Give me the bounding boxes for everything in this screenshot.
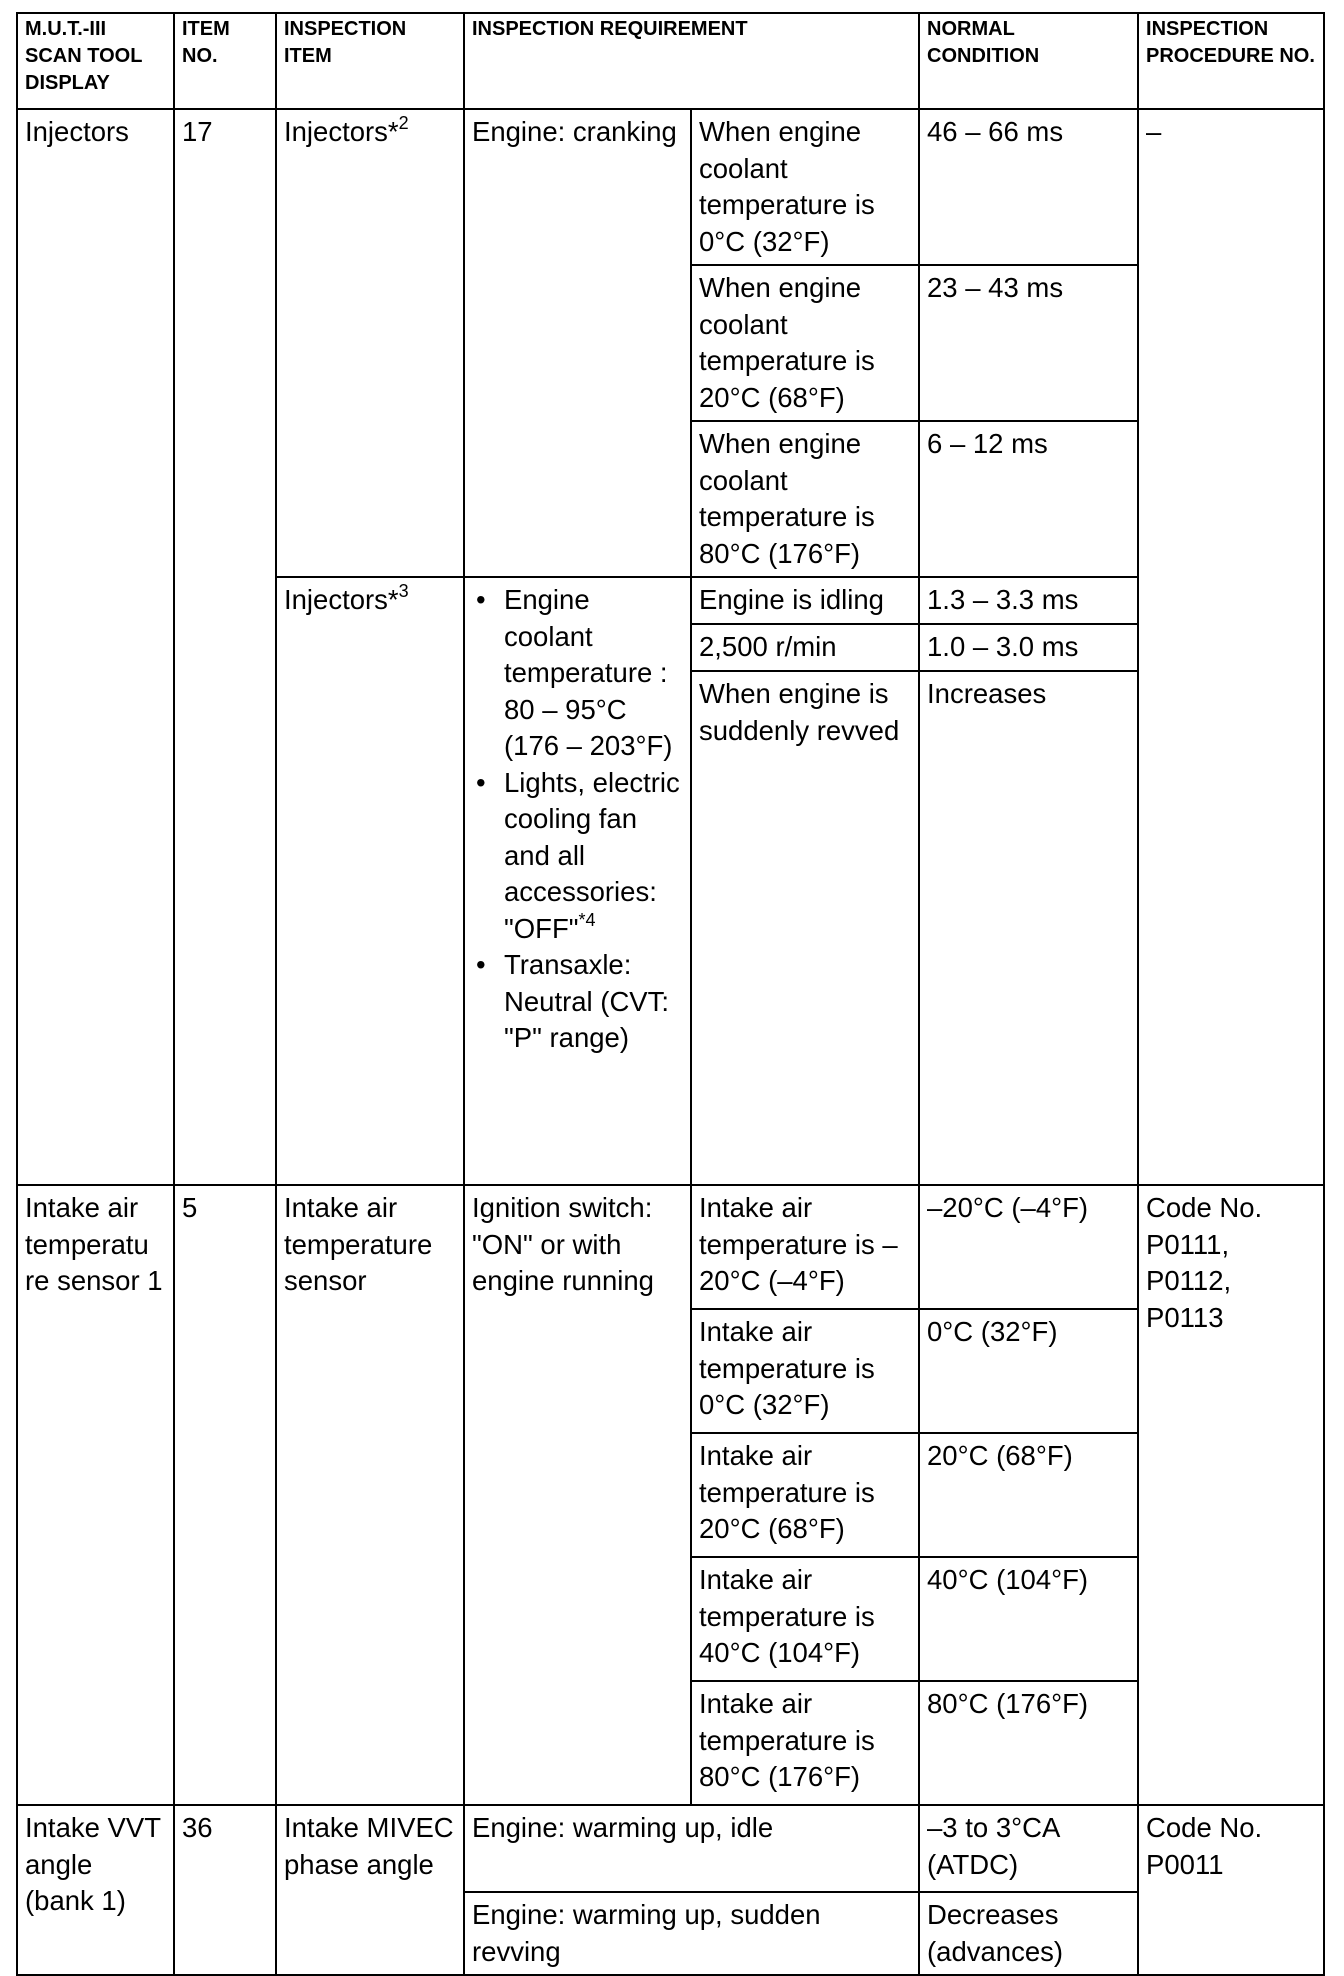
header-row xyxy=(17,13,1324,109)
requirement-bullet-accessories xyxy=(472,765,683,948)
injectors-b-normal-1: 1.3 – 3.3 ms xyxy=(919,577,1138,624)
injectors-a-condition-2: When engine coolant temperature is 20°C (68°F) xyxy=(691,265,919,421)
requirement-accessories-footnote: *4 xyxy=(578,909,596,930)
intake-air-condition-5: Intake air temperature is 80°C (176°F) xyxy=(691,1681,919,1805)
requirement-bullet-list xyxy=(472,582,683,1057)
injectors-a-normal-3: 6 – 12 ms xyxy=(919,421,1138,577)
vvt-item-no: 36 xyxy=(174,1805,276,1975)
injectors-b-condition-2: 2,500 r/min xyxy=(691,624,919,671)
header-inspection-item: INSPECTION ITEM xyxy=(276,13,464,109)
intake-air-condition-1: Intake air temperature is –20°C (–4°F) xyxy=(691,1185,919,1309)
vvt-display: Intake VVT angle (bank 1) xyxy=(17,1805,174,1975)
intake-air-requirement: Ignition switch: "ON" or with engine running xyxy=(464,1185,691,1805)
intake-air-procedure: Code No. P0111, P0112, P0113 xyxy=(1138,1185,1324,1805)
intake-air-condition-4: Intake air temperature is 40°C (104°F) xyxy=(691,1557,919,1681)
header-requirement: INSPECTION REQUIREMENT xyxy=(464,13,919,109)
vvt-procedure: Code No. P0011 xyxy=(1138,1805,1324,1975)
table-row xyxy=(17,109,1324,265)
injectors-item-a-footnote: 2 xyxy=(398,113,409,133)
requirement-accessories-text: Lights, electric cooling fan and all accessories: "OFF" xyxy=(504,766,680,944)
injectors-a-normal-1: 46 – 66 ms xyxy=(919,109,1138,265)
injectors-b-normal-2: 1.0 – 3.0 ms xyxy=(919,624,1138,671)
header-item-no: ITEM NO. xyxy=(174,13,276,109)
injectors-a-condition-3: When engine coolant temperature is 80°C (176°F) xyxy=(691,421,919,577)
intake-air-item-no: 5 xyxy=(174,1185,276,1805)
header-procedure-no: INSPECTION PROCEDURE NO. xyxy=(1138,13,1324,109)
requirement-bullet-coolant: • Engine coolant temperature : 80 – 95°C (176 – 203°F) xyxy=(472,582,683,765)
inspection-table xyxy=(16,12,1325,1976)
vvt-normal-1: –3 to 3°CA (ATDC) xyxy=(919,1805,1138,1892)
table-row xyxy=(17,1185,1324,1309)
injectors-procedure: – xyxy=(1138,109,1324,1185)
intake-air-display: Intake air temperatu re sensor 1 xyxy=(17,1185,174,1805)
injectors-item-b-footnote: 3 xyxy=(398,581,409,601)
injectors-display: Injectors xyxy=(17,109,174,1185)
injectors-requirement-b xyxy=(464,577,691,1185)
intake-air-condition-3: Intake air temperature is 20°C (68°F) xyxy=(691,1433,919,1557)
intake-air-normal-1: –20°C (–4°F) xyxy=(919,1185,1138,1309)
intake-air-normal-4: 40°C (104°F) xyxy=(919,1557,1138,1681)
requirement-bullet-transaxle: • Transaxle: Neutral (CVT: "P" range) xyxy=(472,947,683,1057)
injectors-b-normal-3: Increases xyxy=(919,671,1138,1185)
header-display: M.U.T.-III SCAN TOOL DISPLAY xyxy=(17,13,174,109)
intake-air-item: Intake air temperature sensor xyxy=(276,1185,464,1805)
vvt-requirement-2: Engine: warming up, sudden revving xyxy=(464,1892,919,1975)
intake-air-normal-3: 20°C (68°F) xyxy=(919,1433,1138,1557)
header-normal-condition: NORMAL CONDITION xyxy=(919,13,1138,109)
injectors-b-condition-1: Engine is idling xyxy=(691,577,919,624)
intake-air-condition-2: Intake air temperature is 0°C (32°F) xyxy=(691,1309,919,1433)
injectors-requirement-a: Engine: cranking xyxy=(464,109,691,577)
vvt-requirement-1: Engine: warming up, idle xyxy=(464,1805,919,1892)
vvt-normal-2: Decreases (advances) xyxy=(919,1892,1138,1975)
injectors-item-b xyxy=(276,577,464,1185)
injectors-a-normal-2: 23 – 43 ms xyxy=(919,265,1138,421)
injectors-b-condition-3: When engine is suddenly revved xyxy=(691,671,919,1185)
injectors-item-a-label: Injectors* xyxy=(284,116,399,147)
injectors-item-a xyxy=(276,109,464,577)
intake-air-normal-5: 80°C (176°F) xyxy=(919,1681,1138,1805)
vvt-item: Intake MIVEC phase angle xyxy=(276,1805,464,1975)
injectors-item-no: 17 xyxy=(174,109,276,1185)
injectors-a-condition-1: When engine coolant temperature is 0°C (32°F) xyxy=(691,109,919,265)
table-row xyxy=(17,1805,1324,1892)
injectors-item-b-label: Injectors* xyxy=(284,584,399,615)
intake-air-normal-2: 0°C (32°F) xyxy=(919,1309,1138,1433)
inspection-table-wrapper xyxy=(16,12,1325,1976)
